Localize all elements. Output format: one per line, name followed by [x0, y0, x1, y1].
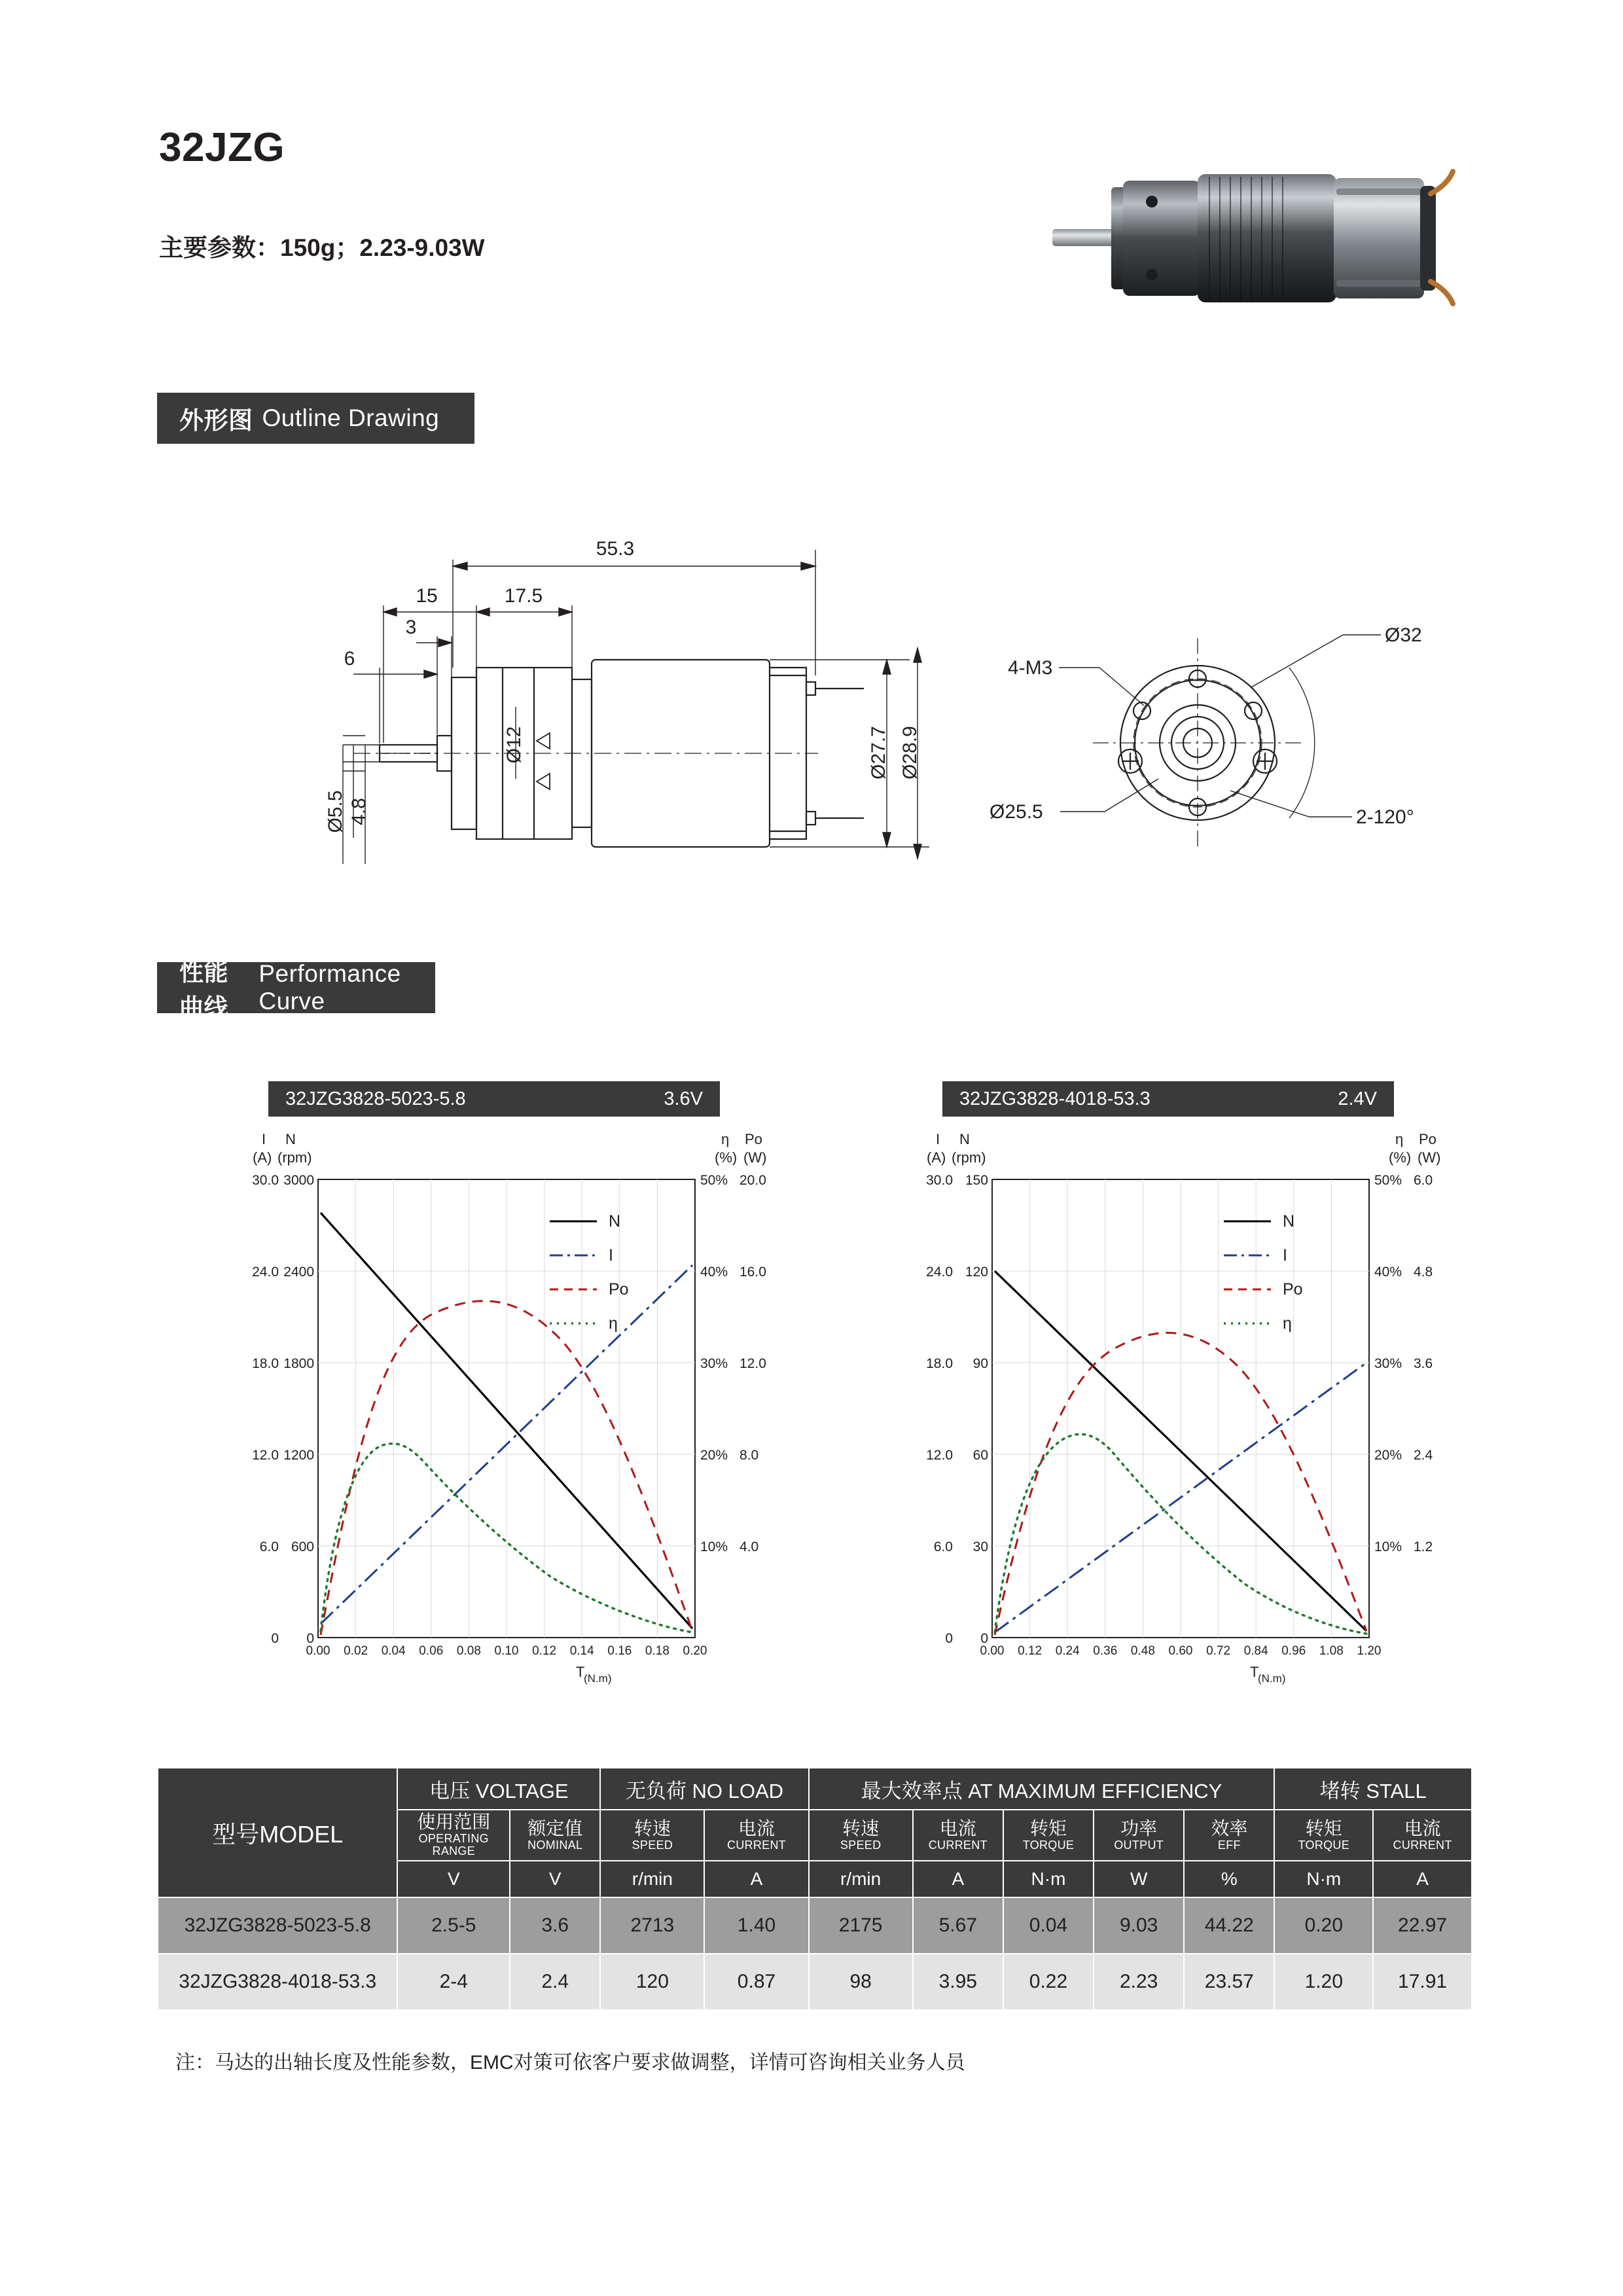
- svg-text:20.0: 20.0: [740, 1173, 766, 1188]
- dim-d12: Ø12: [503, 726, 525, 764]
- svg-text:0.10: 0.10: [494, 1644, 519, 1658]
- dim-d27-7: Ø27.7: [868, 726, 889, 780]
- dim-4-8: 4.8: [348, 798, 370, 825]
- row-0-col-0: 2.5-5: [397, 1897, 510, 1954]
- svg-text:0.12: 0.12: [1018, 1644, 1043, 1658]
- svg-text:0.48: 0.48: [1130, 1644, 1155, 1658]
- svg-text:(rpm): (rpm): [277, 1149, 312, 1166]
- svg-text:I: I: [1283, 1246, 1287, 1265]
- sub-2-en: SPEED: [632, 1838, 673, 1852]
- sub-8-cn: 效率: [1211, 1818, 1248, 1839]
- sub-0-en: OPERATING RANGE: [418, 1831, 489, 1858]
- svg-text:30: 30: [972, 1539, 988, 1554]
- table-sub-eff-torque: [1003, 1810, 1094, 1861]
- group-maxeff-cn: 最大效率点: [861, 1779, 963, 1803]
- svg-text:20%: 20%: [1374, 1448, 1402, 1463]
- sub-2-cn: 转速: [633, 1818, 671, 1839]
- svg-text:18.0: 18.0: [252, 1356, 279, 1371]
- dim-d28-9: Ø28.9: [899, 726, 921, 780]
- banner-outline-cn: 外形图: [179, 407, 253, 434]
- svg-text:0.00: 0.00: [306, 1644, 330, 1658]
- svg-text:T: T: [1250, 1664, 1259, 1680]
- svg-text:η: η: [1283, 1314, 1292, 1333]
- product-photo: [1041, 131, 1459, 347]
- sub-10-en: CURRENT: [1393, 1838, 1452, 1852]
- row-0-col-7: 9.03: [1094, 1897, 1184, 1954]
- chart-right: [831, 1067, 1472, 1748]
- dim-3: 3: [405, 617, 417, 638]
- svg-text:(A): (A): [927, 1149, 946, 1166]
- unit-0: V: [397, 1861, 510, 1897]
- group-noload-en: NO LOAD: [692, 1779, 784, 1803]
- table-group-maxeff: [809, 1768, 1275, 1810]
- svg-text:0: 0: [980, 1631, 988, 1646]
- svg-text:3.6: 3.6: [1414, 1356, 1433, 1371]
- group-maxeff-en: AT MAXIMUM EFFICIENCY: [968, 1779, 1222, 1803]
- svg-text:1.2: 1.2: [1414, 1539, 1433, 1554]
- svg-text:18.0: 18.0: [926, 1356, 953, 1371]
- sub-5-cn: 电流: [939, 1818, 976, 1839]
- svg-text:10%: 10%: [700, 1539, 728, 1554]
- svg-text:0.24: 0.24: [1055, 1644, 1080, 1658]
- chart-left-header: [268, 1081, 720, 1117]
- unit-2: r/min: [600, 1861, 704, 1897]
- svg-text:0.20: 0.20: [683, 1644, 707, 1658]
- svg-text:Po: Po: [1419, 1131, 1436, 1147]
- row-1-col-3: 0.87: [704, 1954, 808, 2010]
- sub-6-en: TORQUE: [1022, 1838, 1075, 1852]
- svg-text:Po: Po: [609, 1280, 629, 1299]
- unit-10: A: [1373, 1861, 1472, 1897]
- dim-6: 6: [344, 648, 355, 670]
- sub-3-cn: 电流: [738, 1818, 775, 1839]
- sub-7-cn: 功率: [1120, 1818, 1158, 1839]
- svg-text:0.84: 0.84: [1243, 1644, 1268, 1658]
- row-0-model: 32JZG3828-5023-5.8: [158, 1897, 397, 1954]
- svg-text:0.12: 0.12: [532, 1644, 557, 1658]
- svg-text:0.00: 0.00: [980, 1644, 1005, 1658]
- group-noload-cn: 无负荷: [625, 1779, 687, 1803]
- svg-text:(W): (W): [743, 1149, 767, 1166]
- svg-text:4.0: 4.0: [740, 1539, 759, 1554]
- chart-left-model: 32JZG3828-5023-5.8: [285, 1088, 466, 1109]
- svg-text:(rpm): (rpm): [952, 1149, 986, 1166]
- svg-text:40%: 40%: [1374, 1265, 1402, 1280]
- svg-text:8.0: 8.0: [740, 1448, 759, 1463]
- svg-text:4.8: 4.8: [1414, 1265, 1433, 1280]
- table-sub-eff-speed: [809, 1810, 913, 1861]
- row-1-col-1: 2.4: [510, 1954, 600, 2010]
- spec-table: [157, 1767, 1472, 2011]
- footer-note: 注：马达的出轴长度及性能参数，EMC对策可依客户要求做调整，详情可咨询相关业务人员: [175, 2052, 965, 2073]
- svg-text:6.0: 6.0: [1414, 1173, 1433, 1188]
- svg-text:150: 150: [965, 1173, 988, 1188]
- svg-text:0.36: 0.36: [1093, 1644, 1118, 1658]
- svg-text:1200: 1200: [283, 1448, 314, 1463]
- dim-d25-5: Ø25.5: [990, 801, 1043, 823]
- sub-9-cn: 转矩: [1305, 1818, 1342, 1839]
- sub-6-cn: 转矩: [1029, 1818, 1067, 1839]
- row-0-col-3: 1.40: [704, 1897, 808, 1954]
- svg-text:η: η: [721, 1131, 730, 1147]
- dim-2-120: 2-120°: [1356, 806, 1414, 828]
- svg-text:16.0: 16.0: [740, 1265, 766, 1280]
- sub-7-en: OUTPUT: [1114, 1838, 1164, 1852]
- row-1-col-4: 98: [809, 1954, 913, 2010]
- svg-text:Po: Po: [745, 1131, 762, 1147]
- table-sub-eff: [1184, 1810, 1274, 1861]
- svg-text:24.0: 24.0: [926, 1265, 953, 1280]
- chart-left-voltage: 3.6V: [664, 1088, 703, 1109]
- svg-text:0.18: 0.18: [645, 1644, 669, 1658]
- svg-text:(%): (%): [715, 1149, 738, 1166]
- row-1-col-7: 2.23: [1094, 1954, 1184, 2010]
- sub-0-cn: 使用范围: [417, 1811, 491, 1832]
- row-0-col-2: 2713: [600, 1897, 704, 1954]
- svg-text:N: N: [285, 1131, 296, 1147]
- svg-text:η: η: [609, 1314, 618, 1333]
- row-1-col-8: 23.57: [1184, 1954, 1274, 2010]
- section-banner-outline: [157, 393, 474, 444]
- table-group-voltage: [397, 1768, 600, 1810]
- row-0-col-10: 22.97: [1373, 1897, 1472, 1954]
- banner-outline-en: Outline Drawing: [262, 404, 440, 431]
- svg-text:η: η: [1395, 1131, 1404, 1147]
- row-1-col-6: 0.22: [1003, 1954, 1094, 2010]
- table-sub-eff-current: [913, 1810, 1003, 1861]
- sub-3-en: CURRENT: [726, 1838, 787, 1852]
- svg-text:2400: 2400: [283, 1265, 314, 1280]
- svg-text:3000: 3000: [283, 1173, 314, 1188]
- unit-4: r/min: [809, 1861, 913, 1897]
- svg-text:(%): (%): [1389, 1149, 1412, 1166]
- page-subtitle: 主要参数：150g；2.23-9.03W: [159, 234, 485, 261]
- performance-curves: [157, 1067, 1472, 1748]
- banner-curve-cn: 性能曲线: [179, 959, 228, 1021]
- row-0-col-4: 2175: [809, 1897, 913, 1954]
- svg-text:50%: 50%: [700, 1173, 728, 1188]
- svg-text:0.08: 0.08: [456, 1644, 481, 1658]
- row-1-model: 32JZG3828-4018-53.3: [158, 1954, 397, 2010]
- table-sub-operating-range: [397, 1810, 510, 1861]
- svg-text:(A): (A): [253, 1149, 272, 1166]
- svg-text:600: 600: [291, 1539, 314, 1554]
- svg-text:(N.m): (N.m): [1258, 1672, 1286, 1685]
- table-model-header: 型号MODEL: [158, 1768, 397, 1897]
- svg-text:0: 0: [945, 1631, 953, 1646]
- group-voltage-cn: 电压: [429, 1779, 471, 1803]
- sub-1-en: NOMINAL: [527, 1838, 583, 1852]
- table-group-stall: [1274, 1768, 1472, 1810]
- svg-text:0.96: 0.96: [1281, 1644, 1306, 1658]
- svg-text:40%: 40%: [700, 1265, 728, 1280]
- row-0-col-1: 3.6: [510, 1897, 600, 1954]
- row-1-col-9: 1.20: [1274, 1954, 1373, 2010]
- svg-text:12.0: 12.0: [740, 1356, 766, 1371]
- svg-text:0.72: 0.72: [1206, 1644, 1231, 1658]
- group-stall-en: STALL: [1366, 1779, 1427, 1803]
- sub-9-en: TORQUE: [1298, 1838, 1350, 1852]
- svg-text:30.0: 30.0: [926, 1173, 953, 1188]
- svg-text:(N.m): (N.m): [584, 1672, 612, 1685]
- svg-text:12.0: 12.0: [926, 1448, 953, 1463]
- svg-text:(W): (W): [1418, 1149, 1441, 1166]
- svg-text:1.20: 1.20: [1357, 1644, 1382, 1658]
- group-voltage-en: VOLTAGE: [475, 1779, 569, 1803]
- sub-8-en: EFF: [1217, 1838, 1241, 1852]
- sub-4-en: SPEED: [840, 1838, 882, 1852]
- table-sub-stall-torque: [1274, 1810, 1373, 1861]
- row-1-col-0: 2-4: [397, 1954, 510, 2010]
- svg-text:30%: 30%: [700, 1356, 728, 1371]
- svg-text:0.02: 0.02: [344, 1644, 368, 1658]
- table-row: [158, 1897, 1472, 1954]
- svg-text:2.4: 2.4: [1414, 1448, 1433, 1463]
- unit-6: N·m: [1003, 1861, 1094, 1897]
- row-0-col-5: 5.67: [913, 1897, 1003, 1954]
- svg-text:120: 120: [965, 1265, 988, 1280]
- svg-text:24.0: 24.0: [252, 1265, 279, 1280]
- sub-5-en: CURRENT: [928, 1838, 988, 1852]
- svg-text:0: 0: [271, 1631, 279, 1646]
- svg-text:Po: Po: [1283, 1280, 1303, 1299]
- unit-7: W: [1094, 1861, 1184, 1897]
- table-row: [158, 1954, 1472, 2010]
- row-1-col-5: 3.95: [913, 1954, 1003, 2010]
- svg-text:0.04: 0.04: [381, 1644, 406, 1658]
- svg-text:N: N: [959, 1131, 970, 1147]
- table-sub-stall-current: [1373, 1810, 1472, 1861]
- svg-text:6.0: 6.0: [933, 1539, 953, 1554]
- sub-10-cn: 电流: [1404, 1818, 1441, 1839]
- svg-text:30.0: 30.0: [252, 1173, 279, 1188]
- svg-text:I: I: [262, 1131, 266, 1147]
- row-1-col-2: 120: [600, 1954, 704, 2010]
- group-stall-cn: 堵转: [1319, 1779, 1361, 1803]
- chart-right-header: [942, 1081, 1394, 1117]
- svg-text:6.0: 6.0: [259, 1539, 279, 1554]
- table-group-noload: [600, 1768, 808, 1810]
- table-sub-noload-speed: [600, 1810, 704, 1861]
- table-sub-nominal: [510, 1810, 600, 1861]
- svg-text:12.0: 12.0: [252, 1448, 279, 1463]
- unit-8: %: [1184, 1861, 1274, 1897]
- outline-drawing: [157, 471, 1472, 916]
- page-title: 32JZG: [159, 125, 285, 170]
- svg-text:0.60: 0.60: [1168, 1644, 1193, 1658]
- svg-text:0: 0: [306, 1631, 314, 1646]
- svg-text:90: 90: [972, 1356, 988, 1371]
- svg-text:0.16: 0.16: [607, 1644, 632, 1658]
- dim-d5-5: Ø5.5: [325, 790, 346, 833]
- row-0-col-6: 0.04: [1003, 1897, 1094, 1954]
- svg-text:20%: 20%: [700, 1448, 728, 1463]
- svg-text:0.14: 0.14: [569, 1644, 594, 1658]
- table-sub-output: [1094, 1810, 1184, 1861]
- svg-text:30%: 30%: [1374, 1356, 1402, 1371]
- svg-text:1800: 1800: [283, 1356, 314, 1371]
- sub-1-cn: 额定值: [527, 1818, 583, 1839]
- unit-1: V: [510, 1861, 600, 1897]
- svg-text:50%: 50%: [1374, 1173, 1402, 1188]
- table-sub-noload-current: [704, 1810, 808, 1861]
- svg-text:T: T: [576, 1664, 585, 1680]
- sub-4-cn: 转速: [842, 1818, 880, 1839]
- dim-55-3: 55.3: [596, 538, 635, 560]
- svg-text:I: I: [936, 1131, 940, 1147]
- chart-right-model: 32JZG3828-4018-53.3: [959, 1088, 1150, 1109]
- row-0-col-8: 44.22: [1184, 1897, 1274, 1954]
- unit-3: A: [704, 1861, 808, 1897]
- dim-d32: Ø32: [1385, 624, 1422, 646]
- svg-text:60: 60: [972, 1448, 988, 1463]
- chart-right-voltage: 2.4V: [1338, 1088, 1377, 1109]
- unit-9: N·m: [1274, 1861, 1373, 1897]
- chart-left: [157, 1067, 798, 1748]
- section-banner-curve: [157, 959, 435, 1021]
- row-1-col-10: 17.91: [1373, 1954, 1472, 2010]
- svg-text:N: N: [1283, 1212, 1295, 1230]
- dim-17-5: 17.5: [504, 585, 543, 607]
- svg-text:0.06: 0.06: [419, 1644, 444, 1658]
- svg-text:N: N: [609, 1212, 621, 1230]
- unit-5: A: [913, 1861, 1003, 1897]
- row-0-col-9: 0.20: [1274, 1897, 1373, 1954]
- dim-4-m3: 4-M3: [1008, 657, 1053, 679]
- dim-15: 15: [416, 585, 438, 607]
- svg-text:I: I: [609, 1246, 613, 1265]
- banner-curve-en: Performance Curve: [259, 960, 401, 1014]
- svg-text:10%: 10%: [1374, 1539, 1402, 1554]
- svg-text:1.08: 1.08: [1319, 1644, 1344, 1658]
